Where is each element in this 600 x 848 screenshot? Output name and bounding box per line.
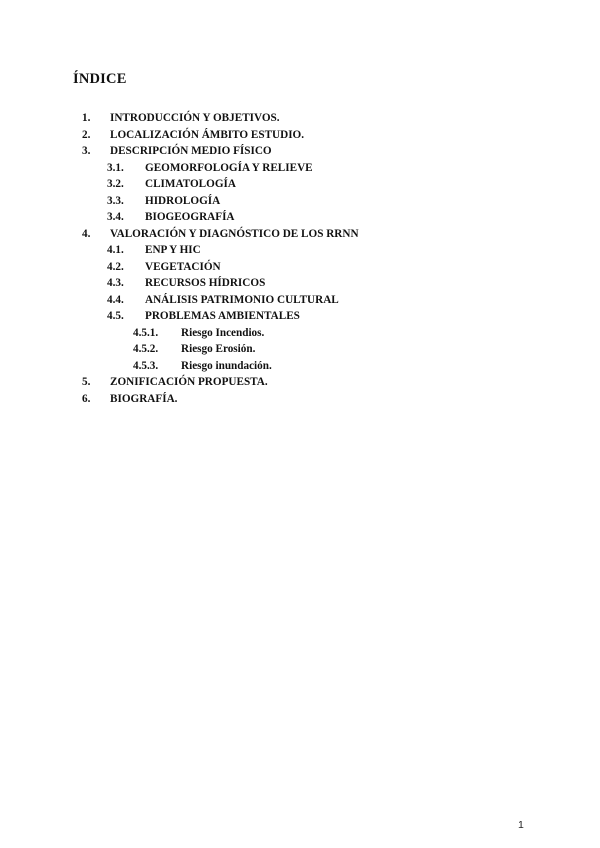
toc-entry [0,110,600,127]
toc-title: ÍNDICE [73,71,127,87]
table-of-contents [0,110,600,407]
toc-entry-label: PROBLEMAS AMBIENTALES [145,310,300,322]
toc-entry-number: 4.2. [107,260,124,273]
toc-entry-number: 1. [82,112,91,124]
toc-entry-label: Riesgo Erosión. [181,343,256,355]
toc-entry-number: 3.4. [107,211,124,223]
toc-entry-label: Riesgo Incendios. [181,326,265,339]
toc-entry [0,374,600,391]
toc-entry-label: LOCALIZACIÓN ÁMBITO ESTUDIO. [110,128,305,141]
toc-entry-number: 4.3. [107,277,124,289]
toc-entry-label: VEGETACIÓN [145,260,221,273]
toc-entry [0,259,600,276]
toc-entry [0,292,600,309]
toc-entry [0,176,600,193]
toc-entry-number: 4. [82,227,91,240]
toc-entry-label: BIOGEOGRAFÍA [145,211,235,223]
toc-entry-number: 3. [82,145,91,157]
toc-entry-label: HIDROLOGÍA [145,194,221,207]
toc-entry [0,325,600,342]
toc-entry-label: ANÁLISIS PATRIMONIO CULTURAL [145,293,339,306]
toc-entry [0,358,600,375]
toc-entry-number: 4.5.1. [133,326,159,339]
toc-entry-number: 4.1. [107,244,124,256]
toc-entry-number: 4.5.2. [133,343,159,355]
page-number: 1 [518,819,524,831]
toc-entry [0,341,600,358]
toc-entry-number: 3.3. [107,194,124,207]
toc-entry [0,275,600,292]
toc-entry [0,127,600,144]
toc-entry-number: 2. [82,128,91,141]
toc-entry-number: 6. [82,392,91,405]
toc-entry-label: GEOMORFOLOGÍA Y RELIEVE [145,161,313,174]
toc-entry-label: DESCRIPCIÓN MEDIO FÍSICO [110,145,272,157]
toc-entry-number: 5. [82,376,91,388]
toc-entry [0,391,600,408]
toc-entry-number: 3.2. [107,178,124,190]
toc-entry [0,143,600,160]
toc-entry [0,242,600,259]
toc-entry-label: BIOGRAFÍA. [110,392,178,405]
toc-entry-label: VALORACIÓN Y DIAGNÓSTICO DE LOS RRNN [110,227,359,240]
toc-entry [0,193,600,210]
toc-entry-number: 3.1. [107,161,124,174]
toc-entry [0,209,600,226]
toc-entry-label: CLIMATOLOGÍA [145,178,236,190]
toc-entry-label: ZONIFICACIÓN PROPUESTA. [110,376,268,388]
toc-entry-number: 4.5.3. [133,359,159,372]
toc-entry-label: ENP Y HIC [145,244,201,256]
toc-entry-label: Riesgo inundación. [181,359,272,372]
toc-entry-number: 4.5. [107,310,124,322]
toc-entry [0,226,600,243]
toc-entry-label: RECURSOS HÍDRICOS [145,277,266,289]
toc-entry-label: INTRODUCCIÓN Y OBJETIVOS. [110,112,280,124]
toc-entry [0,160,600,177]
toc-entry-number: 4.4. [107,293,124,306]
toc-entry [0,308,600,325]
